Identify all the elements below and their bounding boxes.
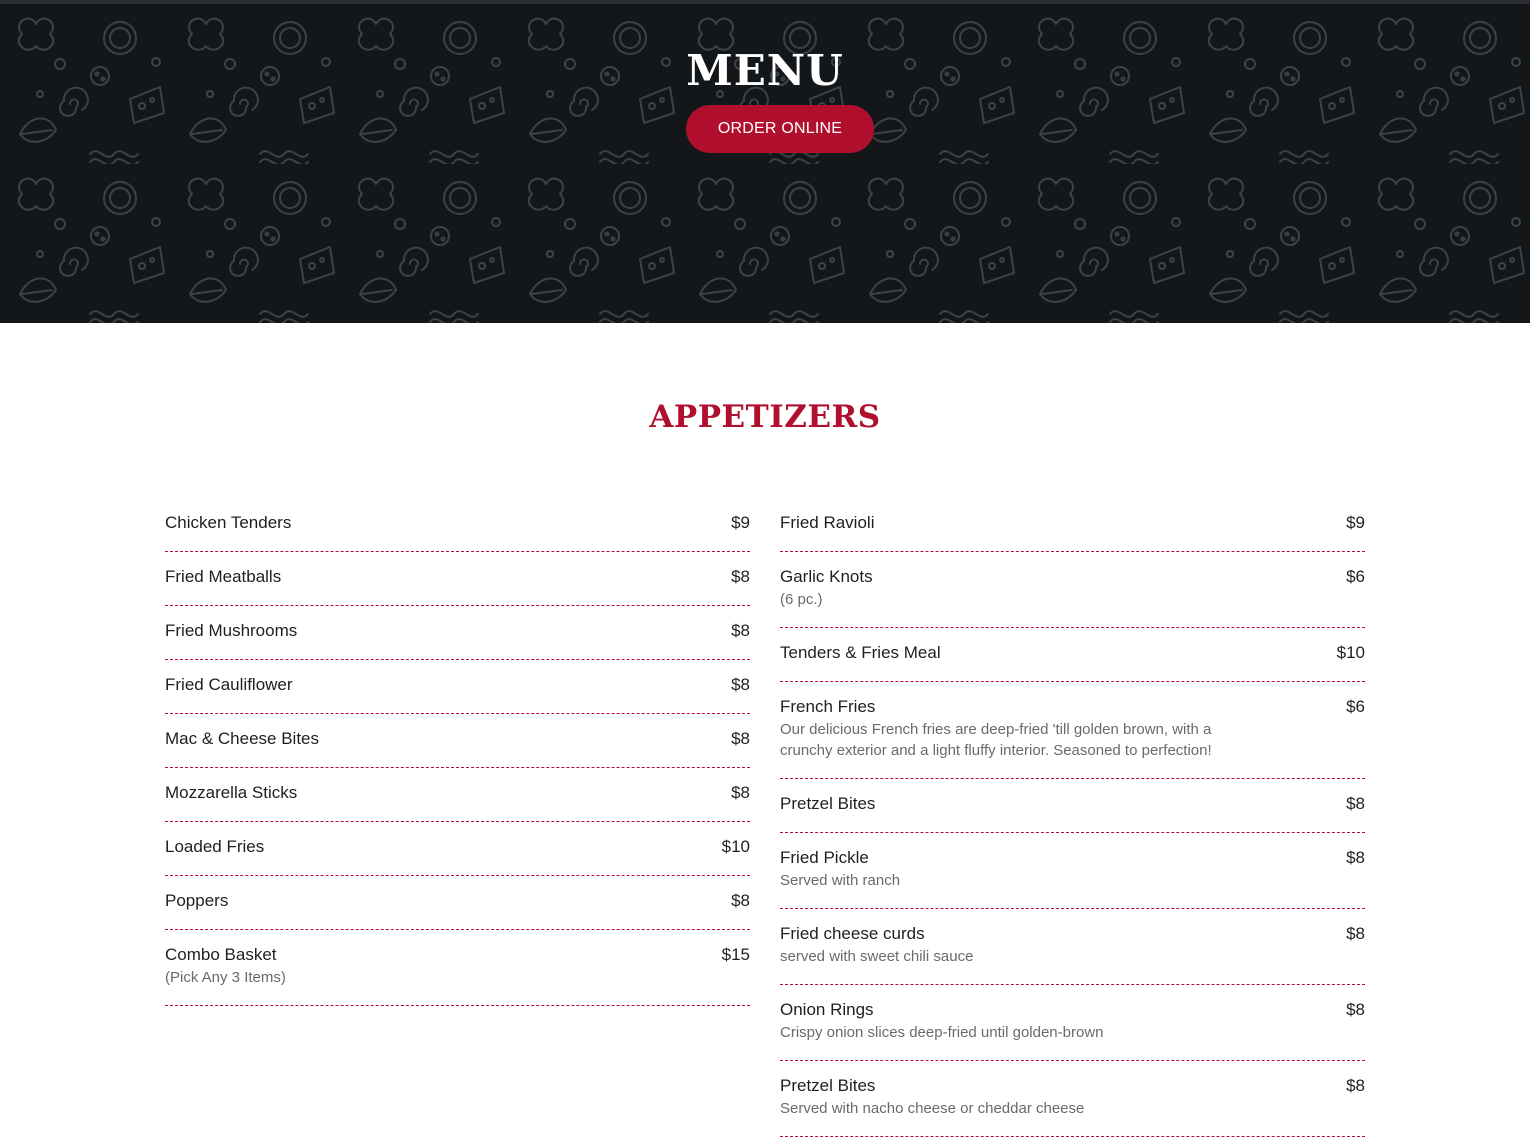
item-price: $10 [1336, 643, 1365, 662]
item-name: Onion Rings [780, 1000, 874, 1019]
item-description: Our delicious French fries are deep-fried 'till golden brown, with a crunchy exterior and a light fluffy interior. Seasoned to perfection! [780, 721, 1212, 759]
menu-item [165, 606, 750, 660]
page-title: MENU [686, 46, 844, 95]
menu-item [165, 552, 750, 606]
item-price: $8 [1346, 1000, 1365, 1019]
item-name: Poppers [165, 891, 229, 910]
section-heading-appetizers: APPETIZERS [649, 399, 881, 435]
item-name: Fried Ravioli [780, 513, 875, 532]
item-name: Mozzarella Sticks [165, 783, 298, 802]
menu-item [165, 660, 750, 714]
item-price: $9 [1346, 513, 1365, 532]
item-name: Mac & Cheese Bites [165, 729, 320, 748]
item-name: Garlic Knots [780, 567, 873, 586]
item-description: Served with ranch [780, 872, 901, 889]
menu-item [780, 1061, 1365, 1137]
item-price: $8 [731, 729, 750, 748]
menu-item [780, 682, 1365, 779]
item-description: served with sweet chili sauce [780, 948, 974, 965]
menu-item [165, 822, 750, 876]
item-name: Pretzel Bites [780, 1076, 876, 1095]
menu-item [780, 909, 1365, 985]
item-price: $9 [731, 513, 750, 532]
item-price: $8 [731, 783, 750, 802]
menu-item [165, 714, 750, 768]
item-name: Fried Cauliflower [165, 675, 293, 694]
item-name: Combo Basket [165, 945, 277, 964]
item-name: Pretzel Bites [780, 794, 876, 813]
item-name: Fried Meatballs [165, 567, 282, 586]
menu-column-left [165, 498, 750, 1006]
item-name: Loaded Fries [165, 837, 265, 856]
item-name: Fried Mushrooms [165, 621, 298, 640]
item-price: $8 [731, 675, 750, 694]
menu-item [165, 768, 750, 822]
item-price: $15 [721, 945, 750, 964]
item-description: Served with nacho cheese or cheddar cheese [780, 1100, 1085, 1117]
item-name: Fried Pickle [780, 848, 869, 867]
item-price: $8 [1346, 924, 1365, 943]
menu-item [780, 985, 1365, 1061]
menu-item [780, 552, 1365, 628]
item-name: Fried cheese curds [780, 924, 925, 943]
menu-hero-banner [0, 4, 1530, 323]
item-price: $8 [1346, 1076, 1365, 1095]
item-price: $8 [1346, 848, 1365, 867]
menu-item [165, 498, 750, 552]
item-price: $8 [1346, 794, 1365, 813]
item-price: $8 [731, 567, 750, 586]
menu-column-right [780, 498, 1365, 1137]
menu-item [780, 833, 1365, 909]
item-price: $6 [1346, 697, 1365, 716]
item-price: $10 [721, 837, 750, 856]
item-price: $8 [731, 621, 750, 640]
item-price: $8 [731, 891, 750, 910]
item-name: French Fries [780, 697, 876, 716]
menu-item [165, 876, 750, 930]
item-price: $6 [1346, 567, 1365, 586]
item-name: Tenders & Fries Meal [780, 643, 941, 662]
menu-item [165, 930, 750, 1006]
menu-item [780, 779, 1365, 833]
menu-item [780, 498, 1365, 552]
item-description: (6 pc.) [780, 591, 823, 608]
item-description: Crispy onion slices deep-fried until golden-brown [780, 1024, 1104, 1041]
item-name: Chicken Tenders [165, 513, 292, 532]
menu-item [780, 628, 1365, 682]
item-description: (Pick Any 3 Items) [165, 969, 286, 986]
order-online-button[interactable]: ORDER ONLINE [686, 105, 874, 153]
